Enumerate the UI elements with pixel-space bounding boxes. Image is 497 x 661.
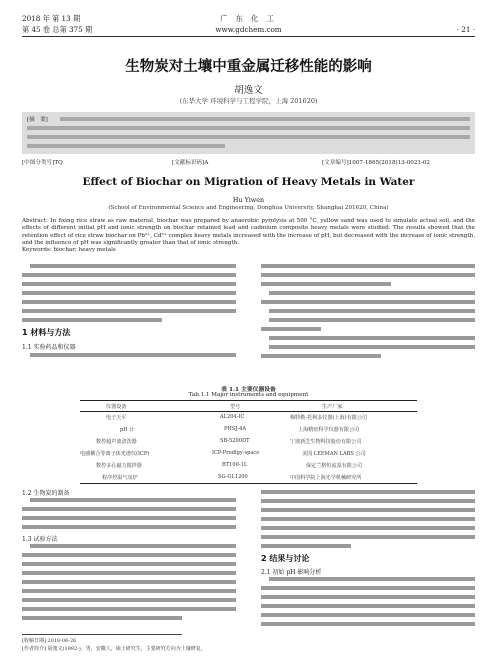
table-cell: 梅特勒-托利多仪器(上海)有限公司 — [290, 415, 368, 421]
keywords-en: Keywords: biochar; heavy metals — [22, 247, 116, 253]
text-line — [261, 595, 475, 599]
text-line — [22, 580, 236, 584]
text-line — [261, 586, 475, 590]
text-line — [22, 525, 236, 529]
subsection-heading: 1.1 实验药品和仪器 — [22, 344, 76, 351]
text-line — [261, 604, 475, 608]
text-line — [22, 562, 236, 566]
abstract-box-zh — [22, 112, 475, 154]
table-top-rule — [80, 400, 417, 401]
text-line — [60, 117, 470, 121]
table-cell: 上海精密科学仪器有限公司 — [298, 427, 360, 433]
table-cell: 数控超声波清洗器 — [96, 439, 137, 445]
text-line — [22, 291, 236, 295]
table-cell: pH 计 — [120, 427, 135, 433]
text-line — [30, 264, 236, 268]
abstract-label: [摘 要] — [27, 117, 48, 123]
affiliation-en: (School of Environmental Science and Engineering, Donghua University, Shanghai 201620, China) — [108, 205, 389, 211]
subsection-heading: 1.2 生物炭的制备 — [22, 490, 70, 497]
table-cell: SB-5200DT — [220, 438, 250, 444]
table-cell: 中国科学院上海光学机械研究所 — [290, 475, 362, 481]
header-url[interactable]: www.gdchem.com — [215, 25, 282, 34]
text-line — [261, 508, 475, 512]
clc-number: [中图分类号]TQ — [22, 160, 63, 166]
text-line — [269, 577, 475, 581]
text-line — [261, 354, 381, 358]
text-line — [261, 282, 391, 286]
text-line — [269, 309, 475, 313]
table-header-cell: 生产厂家 — [322, 404, 343, 410]
body-left-top — [22, 262, 236, 380]
table-cell: 电感耦合等离子体光谱仪(ICP) — [80, 451, 150, 457]
table-cell: ICP-Prodigy-space — [212, 450, 260, 456]
text-line — [261, 300, 475, 304]
text-line — [22, 553, 236, 557]
paper-title-zh: 生物炭对土壤中重金属迁移性能的影响 — [125, 59, 372, 75]
text-line — [30, 544, 236, 548]
paper-title-en: Effect of Biochar on Migration of Heavy Metals in Water — [82, 176, 415, 188]
article-number: [文章编号]1007-1865(2018)13-0021-02 — [322, 160, 430, 166]
text-line — [269, 318, 475, 322]
text-line — [30, 498, 236, 502]
author-en: Hu Yiwen — [232, 196, 265, 204]
header-page-number: · 21 · — [456, 25, 475, 34]
table-header-cell: 仪器设备 — [106, 404, 127, 410]
header-journal: 广 东 化 工 — [220, 14, 277, 23]
text-line — [22, 300, 236, 304]
text-line — [22, 589, 236, 593]
table-cell: 宁波新芝生物科技股份有限公司 — [290, 439, 362, 445]
table-title-zh: 表 1.1 主要仪器设备 — [221, 387, 276, 393]
author-bio: [作者简介] 胡逸文(1992-)，男，安徽人，硕士研究生，主要研究方向为土壤修复。 — [22, 646, 206, 652]
text-line — [22, 598, 236, 602]
table-cell: SG-GL1200 — [218, 474, 248, 480]
text-line — [261, 264, 475, 268]
text-line — [27, 135, 470, 139]
table-cell: 程序控温气氛炉 — [102, 475, 138, 481]
text-line — [22, 507, 236, 511]
subsection-heading: 2.1 初始 pH 影响分析 — [261, 569, 322, 576]
document-code: [文献标识码]A — [172, 160, 209, 166]
text-line — [261, 613, 475, 617]
table-header-cell: 型号 — [230, 404, 241, 410]
text-line — [22, 616, 182, 620]
text-line — [22, 516, 236, 520]
author-zh: 胡逸文 — [234, 85, 263, 96]
body-right-top — [261, 262, 475, 380]
table-cell: AL204-IC — [220, 414, 245, 420]
table-title-en: Tab.1.1 Major instruments and equipment — [188, 392, 309, 398]
text-line — [22, 607, 236, 611]
text-line — [27, 126, 470, 130]
section-heading: 2 结果与讨论 — [261, 554, 310, 563]
running-header — [22, 14, 475, 44]
table-cell: 数控多孔磁力搅拌器 — [96, 463, 142, 469]
received-date: [收稿日期] 2018-06-26 — [22, 638, 77, 644]
table-cell: 电子天平 — [106, 415, 127, 421]
text-line — [22, 571, 236, 575]
text-line — [261, 526, 475, 530]
table-header-rule — [80, 411, 417, 412]
text-line — [22, 318, 162, 322]
body-right-bottom — [261, 488, 475, 628]
text-line — [261, 535, 475, 539]
body-left-bottom — [22, 488, 236, 628]
header-volume: 第 45 卷 总第 375 期 — [22, 25, 93, 34]
text-line — [22, 309, 236, 313]
table-cell: PHSJ-4A — [224, 426, 247, 432]
header-rule — [22, 36, 475, 37]
footnote-rule — [22, 634, 182, 635]
table-cell: 美国 LEEMAN LABS 公司 — [302, 451, 366, 457]
section-heading: 1 材料与方法 — [22, 328, 71, 337]
text-line — [30, 353, 236, 357]
table-cell: 保定兰格恒流泵有限公司 — [306, 463, 363, 469]
instrument-table — [80, 400, 417, 500]
text-line — [261, 517, 475, 521]
text-line — [261, 490, 475, 494]
text-line — [261, 327, 321, 331]
affiliation-zh: (东华大学 环境科学与工程学院，上海 201620) — [179, 97, 318, 105]
text-line — [27, 144, 225, 148]
text-line — [261, 273, 475, 277]
text-line — [269, 291, 475, 295]
subsection-heading: 1.3 试验方法 — [22, 536, 58, 543]
abstract-en: Abstract: In fixing rice straw as raw material, biochar was prepared by anaerobic pyrolysis at 500 °C, yellow sand was used to simulate actual soil, and the effects of different initial pH and ionic strength on biochar retained lead and cadmium composite heavy metals were studied. The results showed that the retention effect of rice straw biochar on Pb²⁺, Cd²⁺ complex heavy metals increased with the increase of pH, but decreased with the increase of ionic strength, and the influence of pH was significantly greater than that of ionic strength. — [22, 218, 475, 246]
header-year-issue: 2018 年 第 13 期 — [22, 14, 81, 23]
table-cell: BT100-1L — [222, 462, 248, 468]
text-line — [269, 336, 475, 340]
text-line — [22, 282, 236, 286]
text-line — [22, 273, 236, 277]
text-line — [261, 544, 351, 548]
text-line — [261, 622, 475, 626]
table-bottom-rule — [80, 483, 417, 484]
text-line — [261, 499, 475, 503]
text-line — [269, 345, 475, 349]
